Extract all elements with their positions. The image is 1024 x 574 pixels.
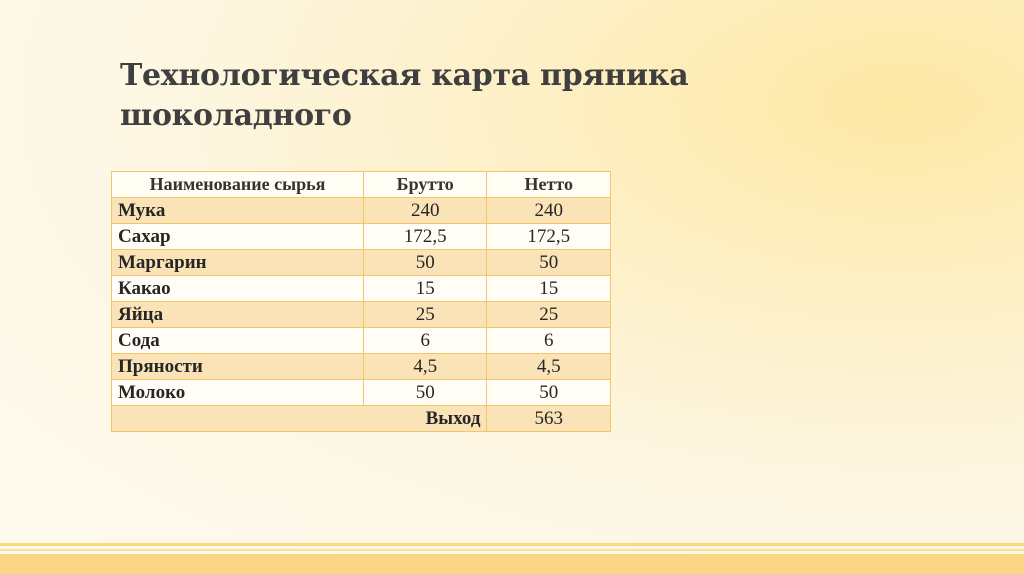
brutto-value: 6	[364, 328, 487, 354]
table-header-row	[112, 172, 611, 198]
band-stripe	[0, 554, 1024, 574]
ingredient-name: Яйца	[112, 302, 364, 328]
technology-card-table	[111, 171, 611, 432]
ingredient-name: Сахар	[112, 224, 364, 250]
table-row	[112, 302, 611, 328]
netto-value: 240	[487, 198, 611, 224]
bottom-decorative-band	[0, 543, 1024, 574]
table-row	[112, 250, 611, 276]
ingredient-name: Мука	[112, 198, 364, 224]
netto-value: 15	[487, 276, 611, 302]
total-value: 563	[487, 406, 611, 432]
brutto-value: 15	[364, 276, 487, 302]
band-stripe	[0, 543, 1024, 546]
brutto-value: 4,5	[364, 354, 487, 380]
total-label: Выход	[112, 406, 487, 432]
header-brutto: Брутто	[364, 172, 487, 198]
netto-value: 50	[487, 250, 611, 276]
header-netto: Нетто	[487, 172, 611, 198]
ingredient-name: Молоко	[112, 380, 364, 406]
brutto-value: 50	[364, 380, 487, 406]
netto-value: 4,5	[487, 354, 611, 380]
brutto-value: 25	[364, 302, 487, 328]
netto-value: 25	[487, 302, 611, 328]
netto-value: 50	[487, 380, 611, 406]
slide-title	[120, 56, 820, 136]
netto-value: 172,5	[487, 224, 611, 250]
brutto-value: 50	[364, 250, 487, 276]
ingredient-name: Сода	[112, 328, 364, 354]
table-row	[112, 354, 611, 380]
netto-value: 6	[487, 328, 611, 354]
table-row	[112, 380, 611, 406]
table-row	[112, 224, 611, 250]
total-row	[112, 406, 611, 432]
header-material-name: Наименование сырья	[112, 172, 364, 198]
table-row	[112, 198, 611, 224]
title-line-1: Технологическая карта пряника	[120, 58, 689, 93]
band-stripe	[0, 549, 1024, 551]
brutto-value: 240	[364, 198, 487, 224]
ingredient-name: Пряности	[112, 354, 364, 380]
ingredient-name: Какао	[112, 276, 364, 302]
ingredient-name: Маргарин	[112, 250, 364, 276]
table-row	[112, 328, 611, 354]
brutto-value: 172,5	[364, 224, 487, 250]
table-row	[112, 276, 611, 302]
title-line-2: шоколадного	[120, 98, 352, 133]
